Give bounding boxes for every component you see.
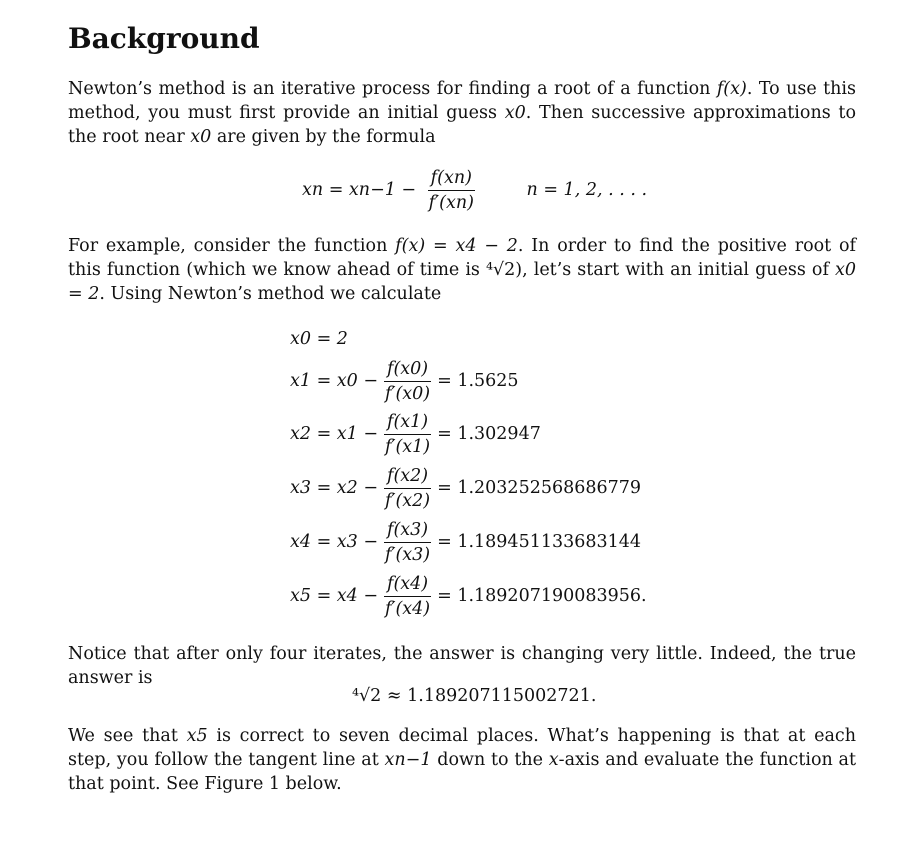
true-answer-approx: ≈ 1.189207115002721. (386, 686, 597, 706)
iterate-value: = 1.5625 (437, 371, 519, 391)
iterate-lhs: x2 = x1 − (290, 424, 379, 444)
true-answer-radical: ⁴√2 (352, 686, 382, 706)
conclusion-xaxis: x (548, 750, 559, 770)
iterate-fraction (382, 411, 433, 458)
iterate-lhs: x0 = 2 (290, 329, 348, 349)
iterate-row-2 (290, 411, 541, 458)
conclusion-text-a: We see that (68, 726, 187, 746)
iterate-row-4 (290, 519, 641, 566)
intro-text-b: . To use this method, you must first provide an initial guess (68, 79, 856, 123)
newton-formula (302, 167, 647, 214)
iterate-lhs: x1 = x0 − (290, 371, 379, 391)
intro-x0: x0 (504, 103, 526, 123)
example-paragraph (68, 234, 856, 306)
formula-n-range: n = 1, 2, . . . . (526, 180, 648, 200)
iterate-fraction (382, 573, 433, 620)
example-text-a: For example, consider the function (68, 236, 396, 256)
iterate-numerator: f(x2) (384, 465, 431, 489)
conclusion-xn1: xn−1 (384, 750, 432, 770)
intro-text-c: . Then successive approximations to the root near (68, 103, 856, 147)
iterate-row-5 (290, 573, 647, 620)
example-root: ⁴√2 (485, 260, 516, 280)
section-heading: Background (68, 22, 260, 55)
formula-denominator: f′(xn) (428, 193, 474, 213)
intro-text-d: are given by the formula (211, 127, 436, 147)
iterate-fraction (382, 358, 433, 405)
intro-text-a: Newton’s method is an iterative process for finding a root of a function (68, 79, 717, 99)
example-text-c: ), let’s start with an initial guess of (515, 260, 835, 280)
iterate-numerator: f(x3) (384, 519, 431, 543)
example-function: f(x) = x4 − 2 (395, 236, 518, 256)
iterate-numerator: f(x4) (384, 573, 431, 597)
iterate-fraction (382, 465, 433, 512)
iterate-value: = 1.302947 (437, 424, 541, 444)
notice-paragraph: Notice that after only four iterates, the answer is changing very little. Indeed, the true answer is (68, 644, 856, 688)
iterate-value: = 1.203252568686779 (437, 478, 642, 498)
iterate-value: = 1.189451133683144 (437, 532, 642, 552)
conclusion-text-d: -axis and evaluate the function at that point. See Figure 1 below. (68, 750, 856, 794)
iterate-lhs: x5 = x4 − (290, 586, 379, 606)
formula-numerator: f(xn) (428, 167, 475, 191)
iterate-numerator: f(x0) (384, 358, 431, 382)
example-guess: x0 = 2 (68, 260, 857, 304)
conclusion-x5: x5 (186, 726, 208, 746)
iterate-denominator: f′(x2) (385, 491, 431, 511)
iterate-fraction (382, 519, 433, 566)
iterate-denominator: f′(x0) (385, 384, 431, 404)
example-text-b: . In order to find the positive root of this function (which we know ahead of time is (68, 236, 856, 280)
formula-lhs: xn = xn−1 − (302, 180, 417, 200)
conclusion-text-b: is correct to seven decimal places. What’s happening is that at each step, you follow the tangent line at (68, 726, 856, 770)
true-answer (352, 686, 596, 706)
formula-fraction (426, 167, 477, 214)
iterate-row-1 (290, 358, 519, 405)
iterate-numerator: f(x1) (384, 411, 431, 435)
conclusion-paragraph (68, 724, 856, 796)
intro-fx: f(x) (716, 79, 747, 99)
iterate-row-3 (290, 465, 641, 512)
conclusion-text-c: down to the (431, 750, 549, 770)
iterate-denominator: f′(x3) (385, 545, 431, 565)
iterate-value: = 1.189207190083956. (437, 586, 647, 606)
iterate-lhs: x4 = x3 − (290, 532, 379, 552)
iterate-lhs: x3 = x2 − (290, 478, 379, 498)
iterate-denominator: f′(x4) (385, 599, 431, 619)
intro-paragraph (68, 77, 856, 149)
iterate-denominator: f′(x1) (385, 437, 431, 457)
intro-x0-again: x0 (190, 127, 212, 147)
iterate-row-0 (290, 329, 378, 349)
example-text-d: . Using Newton’s method we calculate (99, 284, 442, 304)
